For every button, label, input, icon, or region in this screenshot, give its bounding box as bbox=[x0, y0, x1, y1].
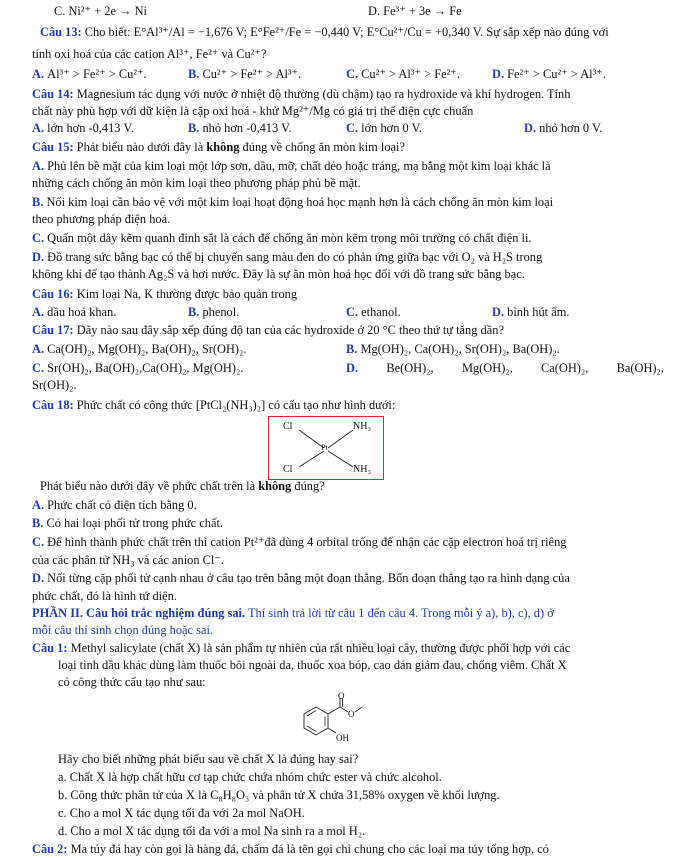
q15-option-d-2: không khí để tạo thành Ag₂S và hơi nước. Đây là sự ăn mòn hoá học đối với đồ trang sức bằng bạc. bbox=[32, 267, 525, 281]
q16-option-b: B. phenol. bbox=[188, 305, 240, 319]
q17-stem: Câu 17: Dãy nào sau đây sắp xếp đúng độ tan của các hydroxide ở 20 °C theo thứ tự tăng dần? bbox=[32, 323, 504, 337]
q13-stem-2: tính oxi hoá của các cation Al³⁺, Fe²⁺ và Cu²⁺? bbox=[32, 47, 267, 61]
p2q1-stem-3: có công thức cấu tạo như sau: bbox=[58, 675, 206, 689]
q17-option-b: B. Mg(OH)₂, Ca(OH)₂, Sr(OH)₂, Ba(OH)₂. bbox=[346, 342, 560, 356]
q14-option-c: C. lớn hơn 0 V. bbox=[346, 121, 423, 135]
methyl-salicylate-bonds bbox=[296, 692, 366, 750]
q13-option-b: B. Cu²⁺ > Fe²⁺ > Al³⁺. bbox=[188, 67, 302, 81]
q16-option-c: C. ethanol. bbox=[346, 305, 401, 319]
q14-option-b: B. nhỏ hơn -0,413 V. bbox=[188, 121, 292, 135]
nh3-label-bottom: NH₃ bbox=[353, 464, 371, 475]
p2q1-stem: Câu 1: Methyl salicylate (chất X) là sản phẩm tự nhiên của rất nhiều loại cây, thường được phối hợp với các bbox=[32, 641, 571, 655]
q17-option-d: D. Be(OH)₂, Mg(OH)₂, Ca(OH)₂, Ba(OH)₂, bbox=[346, 361, 664, 375]
q14-option-a: A. lớn hơn -0,413 V. bbox=[32, 121, 134, 135]
q15-option-a: A. Phủ lên bề mặt của kim loại một lớp sơn, dầu, mỡ, chất dẻo hoặc tráng, mạ bằng một kim loại khác là bbox=[32, 159, 551, 173]
q13-stem: Câu 13: Cho biết: E°Al³⁺/Al = −1,676 V; E°Fe²⁺/Fe = −0,440 V; E°Cu²⁺/Cu = +0,340 V. Sự sắp xếp nào đúng với bbox=[40, 25, 609, 39]
p2q1-statement-c: c. Cho a mol X tác dụng tối đa với 2a mol NaOH. bbox=[58, 806, 305, 820]
q14-option-d: D. nhỏ hơn 0 V. bbox=[524, 121, 603, 135]
q16-option-d: D. bình hút ẩm. bbox=[492, 305, 570, 319]
pt-label: Pt bbox=[321, 443, 328, 452]
q18-option-c: C. Để hình thành phức chất trên thì cation Pt²⁺đã dùng 4 orbital trống để nhận các cặp electron hoá trị riêng bbox=[32, 535, 567, 549]
p2q1-statement-b: b. Công thức phân tử của X là C₈H₈O₃ và phân tử X chứa 31,58% oxygen về khối lượng. bbox=[58, 788, 500, 802]
q18-stem: Câu 18: Phức chất có công thức [PtCl₂(NH₃)₂] có cấu tạo như hình dưới: bbox=[32, 398, 396, 412]
part2-heading: PHẦN II. Câu hỏi trắc nghiệm đúng sai. Thí sinh trả lời từ câu 1 đến câu 4. Trong mỗi ý a), b), c), d) ở bbox=[32, 606, 554, 620]
p2q1-stem-2: loại tinh dầu khác dùng làm thuốc bôi ngoài da, thuốc xoa bóp, cao dán giảm đau, chống viêm. Chất X bbox=[58, 658, 567, 672]
p2q1-statement-a: a. Chất X là hợp chất hữu cơ tạp chức chứa nhóm chức ester và chức alcohol. bbox=[58, 770, 442, 784]
cl-label-top: Cl bbox=[283, 421, 293, 432]
q18-option-d-2: phức chất, đó là hình tứ diện. bbox=[32, 589, 177, 603]
hydroxyl-oh-label: OH bbox=[336, 733, 349, 743]
q18-option-d: D. Nối từng cặp phối tử cạnh nhau ở câu tạo trên bằng một đoạn thẳng. Bốn đoạn thẳng tạo ra hình dạng của bbox=[32, 571, 570, 585]
p2q1-statement-d: d. Cho a mol X tác dụng tối đa với a mol Na sinh ra a mol H₂. bbox=[58, 824, 366, 838]
q18-option-b: B. Có hai loại phối tử trong phức chất. bbox=[32, 516, 224, 530]
methyl-salicylate-structure bbox=[296, 692, 366, 750]
q17-option-a: A. Ca(OH)₂, Mg(OH)₂, Ba(OH)₂, Sr(OH)₂. bbox=[32, 342, 247, 356]
q14-stem: Câu 14: Magnesium tác dụng với nước ở nhiệt độ thường (dù chậm) tạo ra hydroxide và khí hydrogen. Tính bbox=[32, 87, 571, 101]
ester-o-label: O bbox=[348, 709, 355, 719]
q16-option-a: A. dầu hoả khan. bbox=[32, 305, 117, 319]
q15-option-d: D. Đồ trang sức bằng bạc có thể bị chuyển sang màu đen do có phản ứng giữa bạc với O₂ và H₂S trong bbox=[32, 250, 543, 264]
carbonyl-o-label: O bbox=[338, 691, 345, 701]
p2q1-question: Hãy cho biết những phát biểu sau về chất X là đúng hay sai? bbox=[58, 752, 359, 766]
nh3-label-top: NH₃ bbox=[353, 421, 371, 432]
q15-option-a-2: những cách chống ăn mòn kim loại theo phương pháp phủ bề mặt. bbox=[32, 176, 361, 190]
q13-option-a: A. Al³⁺ > Fe²⁺ > Cu²⁺. bbox=[32, 67, 147, 81]
q17-option-c: C. Sr(OH)₂, Ba(OH)₂,Ca(OH)₂, Mg(OH)₂. bbox=[32, 361, 244, 375]
q18-question: Phát biểu nào dưới đây về phức chất trên là không đúng? bbox=[40, 479, 325, 493]
q15-option-c: C. Quấn một dây kẽm quanh đinh sắt là cách để chống ăn mòn kẽm trong môi trường có chất điện li. bbox=[32, 231, 532, 245]
cl-label-bottom: Cl bbox=[283, 464, 293, 475]
q15-option-b-2: theo phương pháp điện hoá. bbox=[32, 212, 171, 226]
q14-stem-2: chất này phù hợp với dữ kiện là cặp oxi hoá - khử Mg²⁺/Mg có giá trị thế điện cực chuẩn bbox=[32, 104, 474, 118]
q18-option-c-2: của các phân tử NH₃ và các anion Cl⁻. bbox=[32, 553, 225, 567]
p2q2-stem: Câu 2: Ma túy đá hay còn gọi là hàng đá, chấm đá là tên gọi chỉ chung cho các loại ma túy tổng hợp, có bbox=[32, 842, 549, 856]
q13-option-c: C. Cu²⁺ > Al³⁺ > Fe²⁺. bbox=[346, 67, 460, 81]
q12-option-d: D. Fe³⁺ + 3e → Fe bbox=[368, 4, 462, 18]
q18-option-a: A. Phức chất có điện tích bằng 0. bbox=[32, 498, 197, 512]
q16-stem: Câu 16: Kim loại Na, K thường được bảo quản trong bbox=[32, 287, 298, 301]
q12-option-c: C. Ni²⁺ + 2e → Ni bbox=[54, 4, 147, 18]
pt-complex-structure bbox=[268, 416, 384, 480]
q13-option-d: D. Fe²⁺ > Cu²⁺ > Al³⁺. bbox=[492, 67, 606, 81]
q15-option-b: B. Nối kim loại cần bảo vệ với một kim loại hoạt động hoá học mạnh hơn là cách chống ăn mòn kim loại bbox=[32, 195, 554, 209]
q17-option-d-2: Sr(OH)₂. bbox=[32, 378, 77, 392]
part2-heading-2: mỗi câu thí sinh chọn đúng hoặc sai. bbox=[32, 623, 214, 637]
q15-stem: Câu 15: Phát biểu nào dưới đây là không đúng về chống ăn mòn kim loại? bbox=[32, 140, 405, 154]
